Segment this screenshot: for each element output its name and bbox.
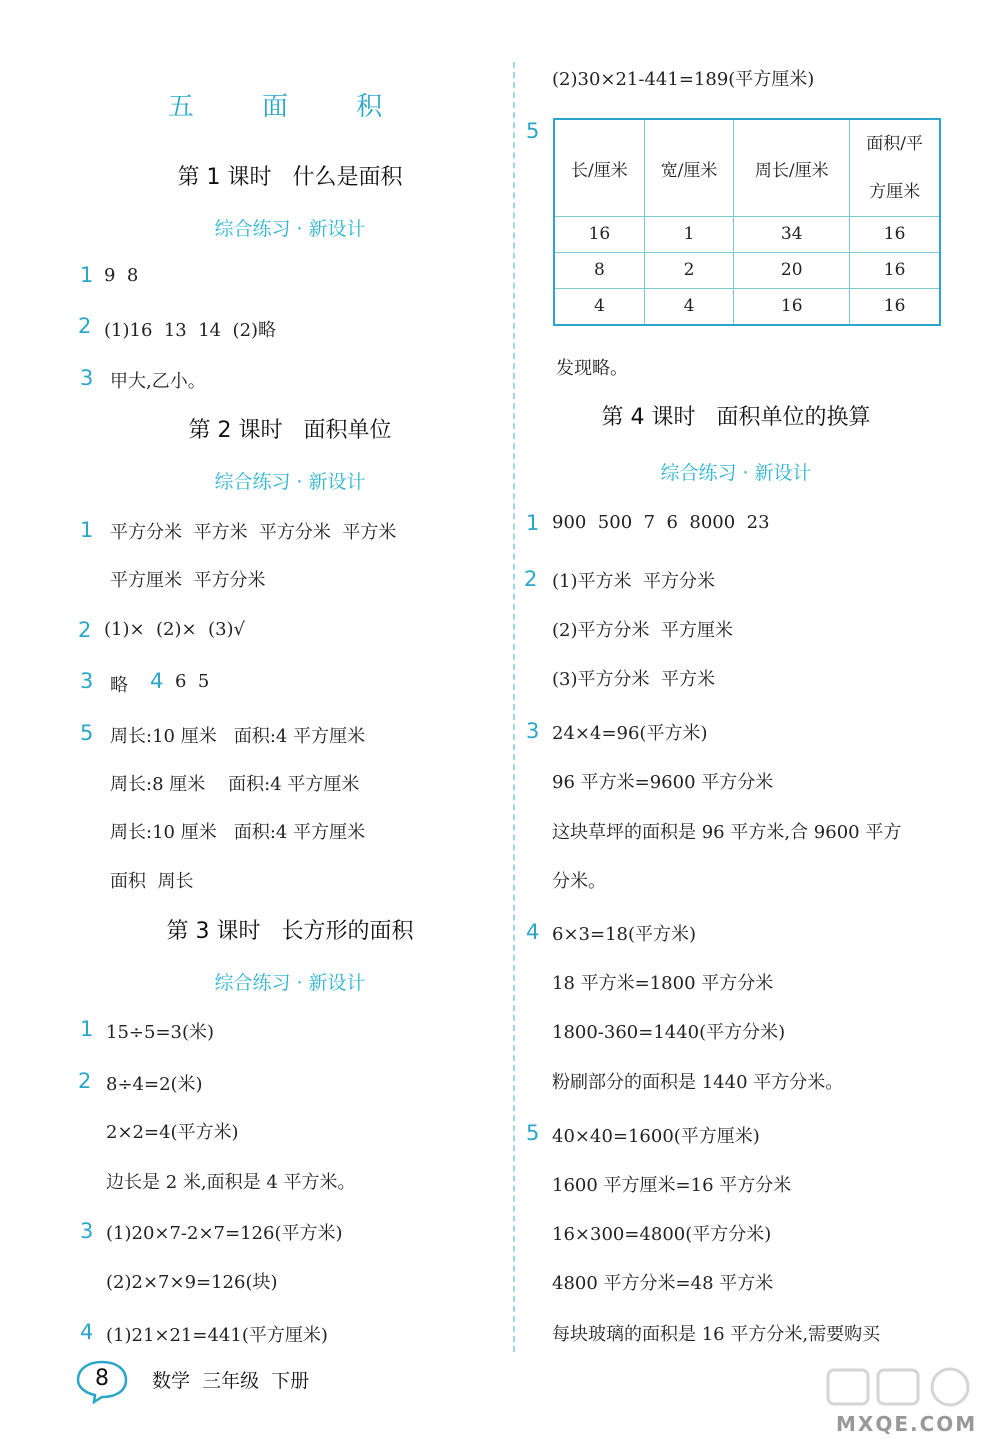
- answer-line: 这块草坪的面积是 96 平方米,合 9600 平方: [552, 822, 902, 843]
- answer-line: 分米。: [552, 871, 606, 892]
- table-cell: 4: [644, 288, 734, 325]
- unit-title: 五 面 积: [167, 92, 413, 122]
- answer-line: 6×3=18(平方米): [552, 924, 697, 945]
- question-number: 2: [78, 618, 92, 642]
- answer-line: 周长:10 厘米 面积:4 平方厘米: [110, 726, 366, 747]
- question-number: 5: [526, 1121, 540, 1145]
- table-cell: 8: [554, 252, 644, 288]
- table-header-cell: [850, 119, 940, 217]
- table-cell: 1: [644, 217, 734, 253]
- question-number: 1: [526, 511, 540, 535]
- table-cell: 20: [734, 252, 850, 288]
- table-header-cell: 宽/厘米: [644, 119, 734, 217]
- lesson-4-subtitle: 综合练习 · 新设计: [660, 462, 812, 484]
- answer-table: [553, 118, 941, 326]
- question-number: 3: [80, 366, 94, 390]
- table-row: [554, 252, 940, 288]
- answer-line: 900 500 7 6 8000 23: [552, 512, 770, 533]
- answer-line: 6 5: [175, 671, 210, 692]
- lesson-2-title: 第 2 课时 面积单位: [188, 418, 392, 443]
- answer-line: 18 平方米=1800 平方分米: [552, 973, 774, 994]
- answer-line: 16×300=4800(平方分米): [552, 1224, 772, 1245]
- answer-line: 1600 平方厘米=16 平方分米: [552, 1175, 792, 1196]
- answer-line: 平方分米 平方米 平方分米 平方米: [110, 522, 397, 543]
- answer-line: 略: [110, 675, 128, 696]
- lesson-3-title: 第 3 课时 长方形的面积: [166, 919, 414, 944]
- question-number: 5: [80, 721, 94, 745]
- answer-line: (2)平方分米 平方厘米: [552, 620, 733, 641]
- answer-line: 粉刷部分的面积是 1440 平方分米。: [552, 1072, 844, 1093]
- answer-line: 每块玻璃的面积是 16 平方分米,需要购买: [552, 1324, 881, 1345]
- question-number: 2: [524, 567, 538, 591]
- table-cell: 16: [554, 217, 644, 253]
- table-header-row: [554, 119, 940, 217]
- answer-line: (1)21×21=441(平方厘米): [106, 1325, 328, 1346]
- table-header-line: 面积/平: [866, 134, 923, 154]
- table-cell: 16: [850, 252, 940, 288]
- table-cell: 4: [554, 288, 644, 325]
- table-row: [554, 217, 940, 253]
- answer-line: 1800-360=1440(平方分米): [552, 1022, 786, 1043]
- question-number: 3: [80, 669, 94, 693]
- question-number: 3: [526, 719, 540, 743]
- answer-line: 96 平方米=9600 平方分米: [552, 772, 774, 793]
- watermark-text: MXQE.COM: [836, 1412, 978, 1436]
- question-number: 5: [526, 119, 540, 143]
- column-divider: [513, 62, 515, 1352]
- answer-line: (1)平方米 平方分米: [552, 571, 715, 592]
- question-number: 4: [526, 920, 540, 944]
- answer-line: 面积 周长: [110, 871, 194, 892]
- table-cell: 2: [644, 252, 734, 288]
- question-number: 1: [80, 518, 94, 542]
- lesson-3-subtitle: 综合练习 · 新设计: [214, 972, 366, 994]
- lesson-1-subtitle: 综合练习 · 新设计: [214, 218, 366, 240]
- table-cell: 34: [734, 217, 850, 253]
- page-number: 8: [95, 1366, 109, 1391]
- question-number: 1: [80, 263, 94, 287]
- lesson-2-subtitle: 综合练习 · 新设计: [214, 471, 366, 493]
- answer-line: 9 8: [104, 265, 139, 286]
- answer-line: 24×4=96(平方米): [552, 723, 708, 744]
- answer-line: 甲大,乙小。: [110, 371, 206, 392]
- question-number: 3: [80, 1219, 94, 1243]
- table-header-cell: 周长/厘米: [734, 119, 850, 217]
- answer-line: (2)2×7×9=126(块): [106, 1272, 278, 1293]
- answer-line: 15÷5=3(米): [106, 1022, 215, 1043]
- answer-line: (2)30×21-441=189(平方厘米): [552, 69, 815, 90]
- page-number-badge: [76, 1360, 128, 1404]
- answer-line: 4800 平方分米=48 平方米: [552, 1273, 774, 1294]
- answer-line: 周长:10 厘米 面积:4 平方厘米: [110, 822, 366, 843]
- table-cell: 16: [850, 217, 940, 253]
- book-label: 数学 三年级 下册: [152, 1370, 310, 1392]
- lesson-4-title: 第 4 课时 面积单位的换算: [601, 405, 871, 430]
- answer-line: 周长:8 厘米 面积:4 平方厘米: [110, 774, 360, 795]
- table-header-line: 方厘米: [869, 182, 921, 202]
- table-header-cell: 长/厘米: [554, 119, 644, 217]
- answer-line: (3)平方分米 平方米: [552, 669, 715, 690]
- question-number: 2: [78, 1069, 92, 1093]
- answer-line: (1)× (2)× (3)√: [104, 619, 246, 640]
- answer-line: 边长是 2 米,面积是 4 平方米。: [106, 1172, 356, 1193]
- table-cell: 16: [734, 288, 850, 325]
- table-row: [554, 288, 940, 325]
- question-number: 4: [150, 669, 164, 693]
- answer-line: 8÷4=2(米): [106, 1074, 203, 1095]
- answer-line: 2×2=4(平方米): [106, 1122, 239, 1143]
- answer-line: 发现略。: [556, 358, 628, 379]
- answer-line: 平方厘米 平方分米: [110, 570, 266, 591]
- answer-line: (1)16 13 14 (2)略: [104, 320, 277, 341]
- lesson-1-title: 第 1 课时 什么是面积: [177, 165, 403, 190]
- question-number: 4: [80, 1320, 94, 1344]
- table-cell: 16: [850, 288, 940, 325]
- question-number: 1: [80, 1017, 94, 1041]
- question-number: 2: [78, 314, 92, 338]
- answer-line: 40×40=1600(平方厘米): [552, 1126, 760, 1147]
- answer-line: (1)20×7-2×7=126(平方米): [106, 1223, 343, 1244]
